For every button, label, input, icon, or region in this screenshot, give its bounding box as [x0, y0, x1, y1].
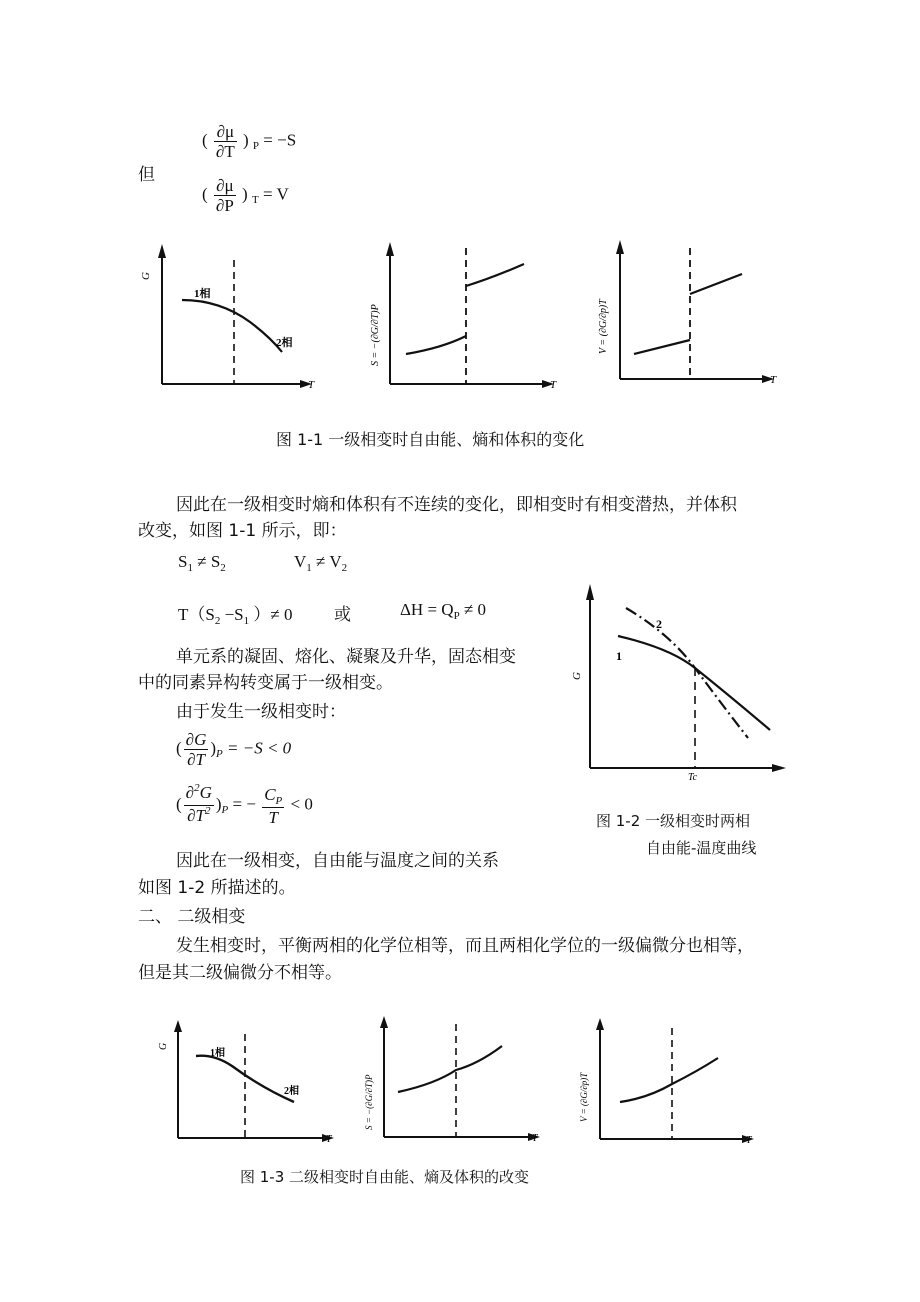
para1-line1: 因此在一级相变时熵和体积有不连续的变化，即相变时有相变潜热，并体积 [176, 495, 737, 515]
less-than-zero: < 0 [290, 794, 313, 814]
fraction-dg-dt [184, 730, 209, 769]
fraction-numerator: ∂ [185, 783, 195, 802]
enthalpy-expr [400, 600, 486, 620]
fig2-tc-label: Tc [688, 772, 698, 783]
para2-line2: 中的同素异构转变属于一级相变。 [138, 673, 393, 693]
inequality-v [294, 552, 347, 572]
symbol-s: S [210, 552, 221, 571]
fig1-v-plot [582, 236, 792, 406]
paren-close: ) [210, 738, 217, 758]
fig2-curve1-label: 1 [616, 649, 622, 663]
subscript: 2 [341, 562, 348, 574]
fraction-denominator: T [268, 807, 278, 827]
fig1-caption: 图 1-1 一级相变时自由能、熵和体积的变化 [276, 430, 585, 449]
fig3-g-plot [152, 1014, 342, 1154]
fig3-s-t-label: T [532, 1133, 538, 1144]
paren-open: ( [176, 794, 182, 814]
fraction-cp-t [262, 785, 284, 827]
fig1-g-plot [140, 242, 340, 402]
symbol-v: V [329, 552, 342, 571]
para3-line2: 如图 1-2 所描述的。 [138, 878, 296, 898]
paren-open: ( [176, 738, 182, 758]
neq-symbol: ≠ [197, 552, 207, 571]
or-word: 或 [334, 605, 351, 625]
fig2-curve2-label: 2 [656, 617, 662, 631]
expr-part: ≠ 0 [463, 600, 487, 619]
para3-line1: 因此在一级相变，自由能与温度之间的关系 [176, 851, 499, 871]
subscript: P [275, 794, 283, 807]
fig2-plot [560, 578, 800, 798]
inequality-s-v [178, 552, 226, 572]
fig2-caption-line1: 图 1-2 一级相变时两相 [596, 812, 751, 830]
paren-close: ) [215, 794, 222, 814]
subscript: 2 [220, 562, 226, 574]
subscript: 2 [214, 615, 221, 627]
subscript: P [216, 748, 223, 761]
fraction-numerator: ∂μ [214, 176, 236, 196]
subscript: P [221, 804, 229, 817]
equation-d2g-dt2 [176, 783, 313, 828]
equation-dg-dt [176, 730, 291, 769]
equation-rhs: = −S < 0 [227, 738, 292, 758]
fig1-v-t-label: T [770, 374, 777, 386]
fig3-v-t-label: T [746, 1135, 752, 1146]
fig1-g-label: G [140, 272, 152, 280]
section2-line2: 但是其二级偏微分不相等。 [138, 963, 342, 983]
subscript: 1 [187, 562, 193, 574]
fig3-caption: 图 1-3 二级相变时自由能、熵及体积的改变 [240, 1168, 530, 1186]
fraction-numerator-g: G [199, 783, 212, 802]
fig1-s-plot [352, 236, 562, 406]
symbol-s: S [178, 552, 188, 571]
expr-part: ）≠ 0 [253, 605, 293, 624]
section2-heading: 二、 二级相变 [138, 907, 246, 927]
fig3-t-label: T [326, 1134, 332, 1145]
equation-rhs: = V [262, 184, 289, 204]
equation-dmu-dt: ( $\frac{\partial\mu}{\partial T}$ ) $_P$ = −S [202, 122, 297, 161]
fig2-g-label: G [571, 672, 583, 680]
fig2-caption-line2: 自由能-温度曲线 [646, 839, 757, 857]
fig1-s-t-label: T [550, 379, 557, 391]
fraction-denominator: ∂T [187, 750, 205, 769]
para2-line3: 由于发生一级相变时： [176, 702, 346, 722]
fig3-v-plot [574, 1012, 764, 1152]
subscript: P [252, 140, 260, 153]
equation-rhs: = −S [263, 130, 297, 150]
subscript: T [251, 194, 259, 207]
para1-line2: 改变，如图 1-1 所示，即： [138, 521, 347, 541]
fraction-denominator: ∂T [215, 142, 235, 161]
fig1-v-label: V = (∂G/∂p)T [598, 299, 609, 354]
fig3-s-label: S = −(∂G/∂T)P [364, 1074, 374, 1130]
inequality-latent-heat [178, 600, 292, 625]
subscript: 1 [243, 615, 250, 627]
expr-part: −S [224, 605, 244, 624]
prefix-dan: 但 [138, 165, 155, 185]
subscript: 1 [306, 562, 312, 574]
fraction-dmu-dt [214, 122, 237, 161]
fig3-phase1-label: 1相 [210, 1048, 225, 1059]
fig3-phase2-label: 2相 [284, 1086, 299, 1097]
fraction-numerator: ∂G [185, 730, 207, 749]
fraction-numerator: ∂μ [214, 122, 237, 142]
fig1-t-label: T [308, 379, 315, 391]
fraction-dmu-dp [214, 176, 236, 215]
fig3-v-label: V = (∂G/∂p)T [579, 1072, 589, 1122]
fig1-phase2-label: 2相 [276, 337, 293, 349]
fraction-numerator: C [264, 784, 276, 804]
fig1-s-label: S = −(∂G/∂T)P [370, 304, 381, 366]
neq-symbol: ≠ [316, 552, 326, 571]
fig3-g-label: G [158, 1042, 169, 1050]
section2-line1: 发生相变时，平衡两相的化学位相等，而且两相化学位的一级偏微分也相等， [176, 936, 754, 956]
subscript: P [453, 610, 460, 622]
symbol-v: V [294, 552, 307, 571]
equation-dmu-dp: ( $\frac{\partial\mu}{\partial P}$ ) $_T$ = V [202, 176, 289, 215]
expr-part: T（S [178, 605, 215, 624]
expr-part: ΔH = Q [400, 600, 454, 619]
equals-minus: = − [232, 794, 256, 814]
fraction-d2g-dt2 [184, 783, 214, 828]
superscript: 2 [194, 782, 200, 794]
fig1-phase1-label: 1相 [194, 288, 211, 300]
fig3-s-plot [360, 1010, 550, 1155]
superscript: 2 [204, 805, 211, 817]
para2-line1: 单元系的凝固、熔化、凝聚及升华，固态相变 [176, 647, 516, 667]
fraction-denominator: ∂P [215, 196, 234, 215]
fraction-denominator: ∂T [187, 806, 205, 825]
